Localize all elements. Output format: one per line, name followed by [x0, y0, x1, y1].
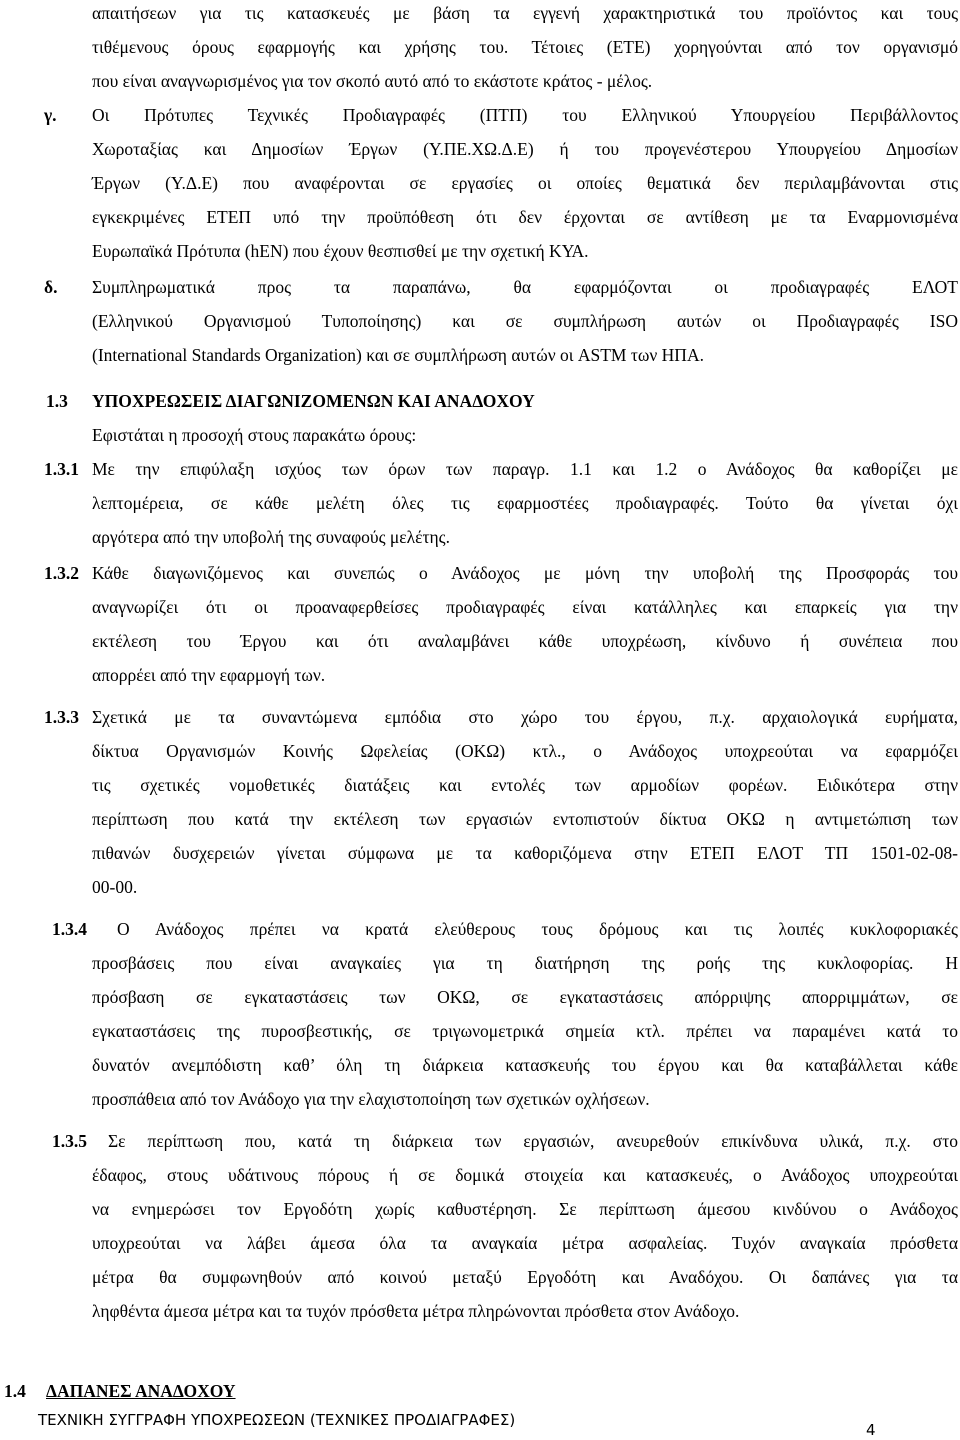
body-line: μέτρα θα συμφωνηθούν από κοινού μεταξύ Εργοδότη και Αναδόχου. Οι δαπάνες για τα [92, 1267, 958, 1287]
list-label: γ. [44, 105, 57, 125]
body-line: Ευρωπαϊκά Πρότυπα (hEN) που έχουν θεσπισθεί με την σχετική ΚΥΑ. [92, 241, 589, 261]
body-line: τις σχετικές νομοθετικές διατάξεις και εντολές των αρμοδίων φορέων. Ειδικότερα στην [92, 775, 958, 795]
footer-title: ΤΕΧΝΙΚΗ ΣΥΓΓΡΑΦΗ ΥΠΟΧΡΕΩΣΕΩΝ (ΤΕΧΝΙΚΕΣ ΠΡΟΔΙΑΓΡΑΦΕΣ) [38, 1411, 516, 1429]
body-line: αναγνωρίζει ότι οι προαναφερθείσες προδιαγραφές είναι κατάλληλες και επαρκείς για την [92, 597, 958, 617]
body-line: Ο Ανάδοχος πρέπει να κρατά ελεύθερους τους δρόμους και τις λοιπές κυκλοφοριακές [117, 919, 958, 939]
paragraph-number: 1.3.2 [44, 563, 79, 583]
body-line: προσβάσεις που είναι αναγκαίες για τη διατήρηση της ροής της κυκλοφορίας. Η [92, 953, 958, 973]
body-line: προσπάθεια από τον Ανάδοχο για την ελαχιστοποίηση των σχετικών οχλήσεων. [92, 1089, 650, 1109]
section-number: 1.3 [46, 391, 68, 411]
body-line: περίπτωση που κατά την εκτέλεση των εργασιών εντοπιστούν δίκτυα ΟΚΩ η αντιμετώπιση των [92, 809, 958, 829]
body-line: απαιτήσεων για τις κατασκευές με βάση τα εγγενή χαρακτηριστικά του προϊόντος και τους [92, 3, 958, 23]
body-line: Σε περίπτωση που, κατά τη διάρκεια των εργασιών, ανευρεθούν επικίνδυνα υλικά, π.χ. στο [108, 1131, 958, 1151]
paragraph-number: 1.3.1 [44, 459, 79, 479]
body-line: λεπτομέρεια, σε κάθε μελέτη όλες τις εφαρμοστέες προδιαγραφές. Τούτο θα γίνεται όχι [92, 493, 958, 513]
body-line: εκτέλεση του Έργου και ότι αναλαμβάνει κάθε υποχρέωση, κίνδυνο ή συνέπεια που [92, 631, 958, 651]
body-line: πρόσβαση σε εγκαταστάσεις των ΟΚΩ, σε εγκαταστάσεις απόρριψης απορριμμάτων, σε [92, 987, 958, 1007]
body-line: 00-00. [92, 877, 138, 897]
body-line: τιθέμενους όρους εφαρμογής και χρήσης του. Τέτοιες (ΕΤΕ) χορηγούνται από τον οργανισμό [92, 37, 958, 57]
section-intro: Εφιστάται η προσοχή στους παρακάτω όρους: [92, 425, 417, 445]
paragraph-number: 1.3.3 [44, 707, 79, 727]
body-line: Συμπληρωματικά προς τα παραπάνω, θα εφαρμόζονται οι προδιαγραφές ΕΛΟΤ [92, 277, 958, 297]
body-line: εγκαταστάσεις της πυροσβεστικής, σε τριγωνομετρικά σημεία κτλ. πρέπει να παραμένει κατά το [92, 1021, 958, 1041]
body-line: πιθανών δυσχερειών γίνεται σύμφωνα με τα καθοριζόμενα στην ΕΤΕΠ ΕΛΟΤ ΤΠ 1501-02-08- [92, 843, 958, 863]
paragraph-number: 1.3.5 [52, 1131, 87, 1151]
body-line: που είναι αναγνωρισμένος για τον σκοπό αυτό από το εκάστοτε κράτος - μέλος. [92, 71, 653, 91]
body-line: αργότερα από την υποβολή της συναφούς μελέτης. [92, 527, 450, 547]
page-number: 4 [866, 1421, 876, 1439]
paragraph-number: 1.3.4 [52, 919, 87, 939]
body-line: δυνατόν ανεμπόδιστη καθ’ όλη τη διάρκεια κατασκευής του έργου και θα καταβάλλεται κάθε [92, 1055, 958, 1075]
body-line: να ενημερώσει τον Εργοδότη χωρίς καθυστέρηση. Σε περίπτωση άμεσου κινδύνου ο Ανάδοχος [92, 1199, 958, 1219]
body-line: έδαφος, στους υδάτινους πόρους ή σε δομικά στοιχεία και κατασκευές, ο Ανάδοχος υποχρεούται [92, 1165, 958, 1185]
section-title: ΔΑΠΑΝΕΣ ΑΝΑΔΟΧΟΥ [46, 1381, 236, 1401]
section-title: ΥΠΟΧΡΕΩΣΕΙΣ ΔΙΑΓΩΝΙΖΟΜΕΝΩΝ ΚΑΙ ΑΝΑΔΟΧΟΥ [92, 391, 535, 411]
body-line: υποχρεούται να λάβει άμεσα όλα τα αναγκαία μέτρα ασφαλείας. Τυχόν αναγκαία πρόσθετα [92, 1233, 958, 1253]
body-line: Κάθε διαγωνιζόμενος και συνεπώς ο Ανάδοχος με μόνη την υποβολή της Προσφοράς του [92, 563, 958, 583]
body-line: Σχετικά με τα συναντώμενα εμπόδια στο χώρο του έργου, π.χ. αρχαιολογικά ευρήματα, [92, 707, 958, 727]
body-line: απορρέει από την εφαρμογή των. [92, 665, 326, 685]
body-line: Με την επιφύλαξη ισχύος των όρων των παραγρ. 1.1 και 1.2 ο Ανάδοχος θα καθορίζει με [92, 459, 958, 479]
list-label: δ. [44, 277, 58, 297]
body-line: Οι Πρότυπες Τεχνικές Προδιαγραφές (ΠΤΠ) του Ελληνικού Υπουργείου Περιβάλλοντος [92, 105, 958, 125]
body-line: εγκεκριμένες ΕΤΕΠ υπό την προϋπόθεση ότι δεν έρχονται σε αντίθεση με τα Εναρμονισμένα [92, 207, 958, 227]
body-line: δίκτυα Οργανισμών Κοινής Ωφελείας (ΟΚΩ) κτλ., ο Ανάδοχος υποχρεούται να εφαρμόζει [92, 741, 958, 761]
body-line: ληφθέντα άμεσα μέτρα και τα τυχόν πρόσθετα μέτρα πληρώνονται πρόσθετα στον Ανάδοχο. [92, 1301, 740, 1321]
body-line: Χωροταξίας και Δημοσίων Έργων (Υ.ΠΕ.ΧΩ.Δ.Ε) ή του προγενέστερου Υπουργείου Δημοσίων [92, 139, 958, 159]
body-line: Έργων (Υ.Δ.Ε) που αναφέρονται σε εργασίες οι οποίες θεματικά δεν περιλαμβάνονται στις [92, 173, 958, 193]
section-number: 1.4 [4, 1381, 26, 1401]
body-line: (International Standards Organization) και σε συμπλήρωση αυτών οι ASTM των ΗΠΑ. [92, 345, 704, 365]
body-line: (Ελληνικού Οργανισμού Τυποποίησης) και σε συμπλήρωση αυτών οι Προδιαγραφές ISO [92, 311, 958, 331]
